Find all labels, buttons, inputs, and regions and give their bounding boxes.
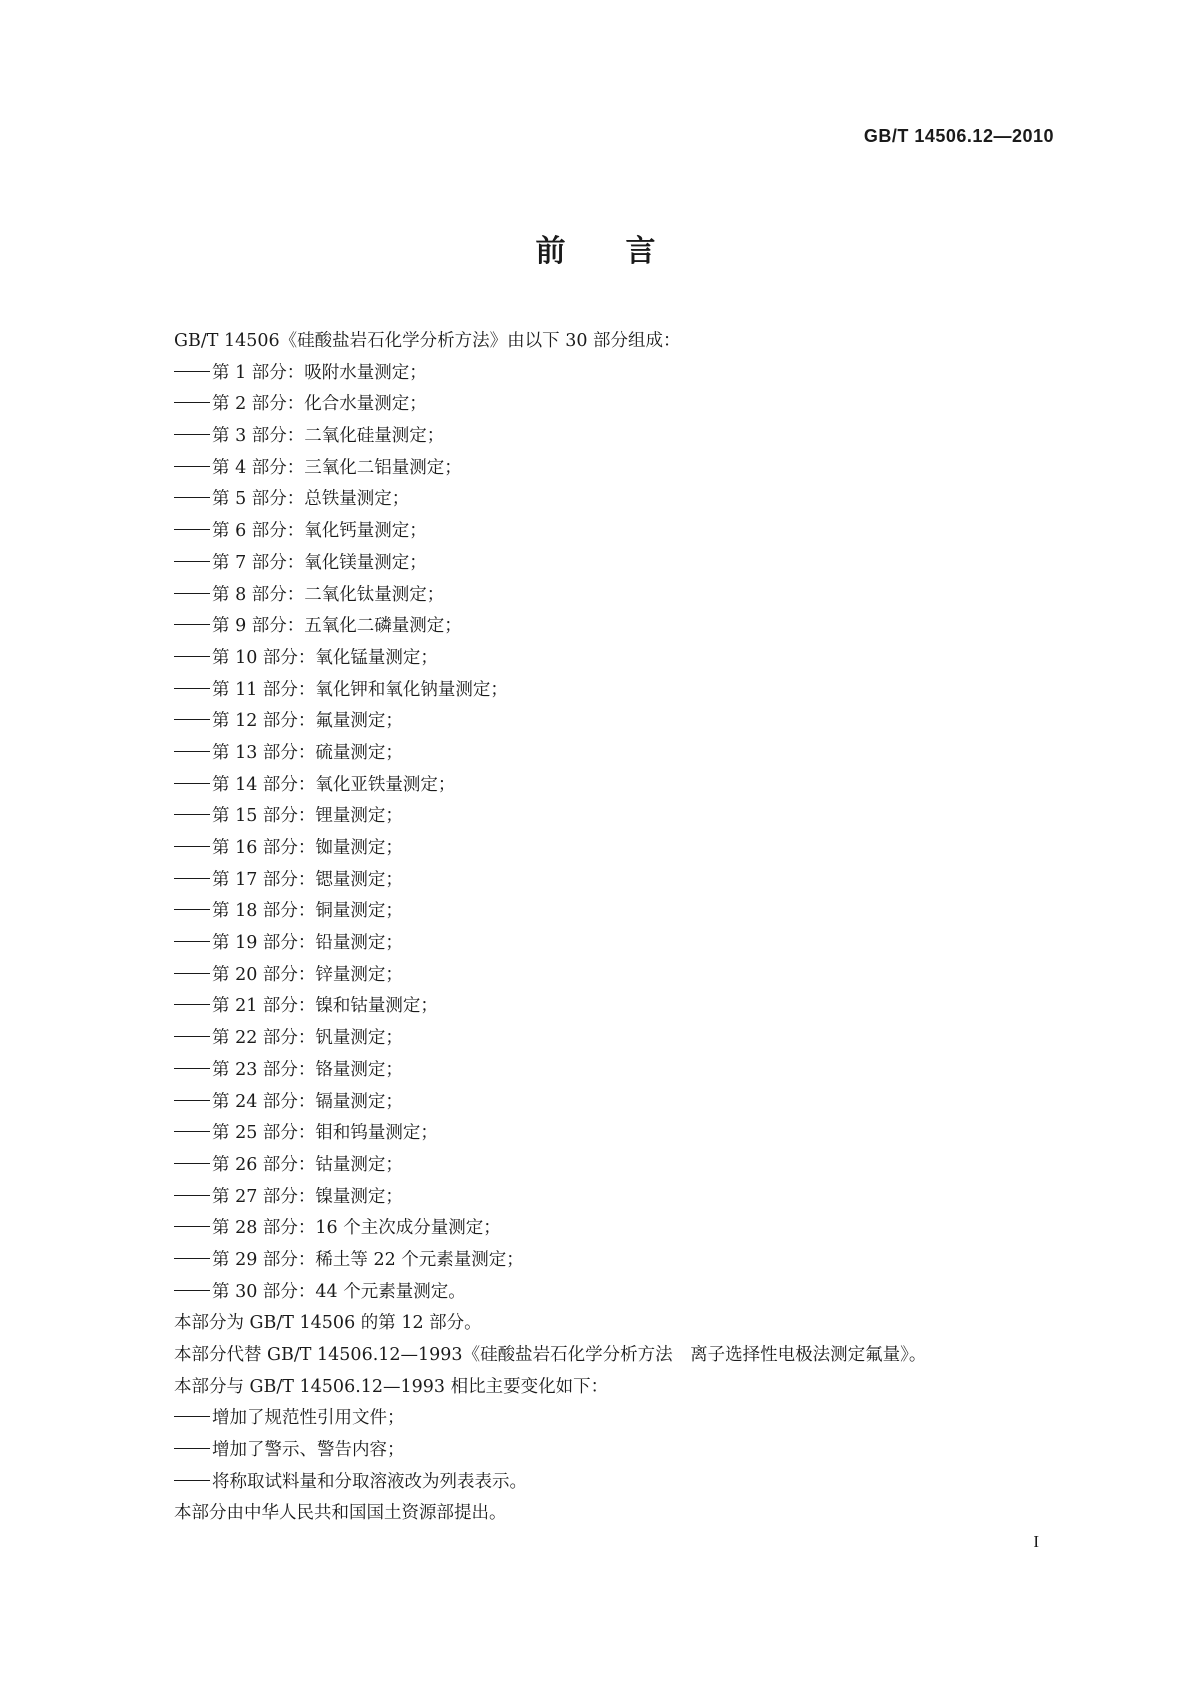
list-item: 第 17 部分：锶量测定； <box>174 865 1054 897</box>
dash-marker <box>174 434 210 435</box>
standard-number: GB/T 14506.12—2010 <box>863 126 1054 146</box>
statement-replaces: 本部分代替 GB/T 14506.12—1993《硅酸盐岩石化学分析方法 离子选择性电极法测定氟量》。 <box>174 1345 927 1365</box>
dash-marker <box>174 783 210 784</box>
list-item: 第 19 部分：铅量测定； <box>174 928 1054 960</box>
statement-proposer: 本部分由中华人民共和国国土资源部提出。 <box>174 1503 507 1524</box>
list-item: 第 20 部分：锌量测定； <box>174 960 1054 992</box>
list-item: 第 14 部分：氧化亚铁量测定； <box>174 770 1054 802</box>
list-item: 第 16 部分：铷量测定； <box>174 833 1054 865</box>
list-item: 第 6 部分：氧化钙量测定； <box>174 516 1054 548</box>
dash-marker <box>174 719 210 720</box>
list-item: 第 12 部分：氟量测定； <box>174 706 1054 738</box>
list-item: 第 1 部分：吸附水量测定； <box>174 358 1054 390</box>
dash-marker <box>174 1004 210 1005</box>
dash-marker <box>174 1258 210 1259</box>
list-item: 第 23 部分：铬量测定； <box>174 1055 1054 1087</box>
dash-marker <box>174 1163 210 1164</box>
dash-marker <box>174 1068 210 1069</box>
dash-marker <box>174 624 210 625</box>
dash-marker <box>174 1036 210 1037</box>
dash-marker <box>174 1100 210 1101</box>
list-item: 第 30 部分：44 个元素量测定。 <box>174 1277 1054 1309</box>
list-item: 第 15 部分：锂量测定； <box>174 801 1054 833</box>
dash-marker <box>174 1290 210 1291</box>
list-item: 第 5 部分：总铁量测定； <box>174 484 1054 516</box>
dash-marker <box>174 656 210 657</box>
dash-marker <box>174 1226 210 1227</box>
list-item: 第 2 部分：化合水量测定； <box>174 389 1054 421</box>
dash-marker <box>174 688 210 689</box>
list-item: 第 11 部分：氧化钾和氧化钠量测定； <box>174 675 1054 707</box>
dash-marker <box>174 878 210 879</box>
dash-marker <box>174 751 210 752</box>
dash-marker <box>174 814 210 815</box>
dash-marker <box>174 529 210 530</box>
dash-marker <box>174 1416 210 1417</box>
dash-marker <box>174 941 210 942</box>
list-item: 第 9 部分：五氧化二磷量测定； <box>174 611 1054 643</box>
dash-marker <box>174 1448 210 1449</box>
list-item: 第 8 部分：二氧化钛量测定； <box>174 580 1054 612</box>
list-item: 第 22 部分：钒量测定； <box>174 1023 1054 1055</box>
dash-marker <box>174 371 210 372</box>
list-item: 第 26 部分：钴量测定； <box>174 1150 1054 1182</box>
page-number: I <box>1033 1532 1039 1551</box>
list-item: 第 18 部分：铜量测定； <box>174 896 1054 928</box>
parts-list <box>174 358 1054 1309</box>
list-item: 第 4 部分：三氧化二铝量测定； <box>174 453 1054 485</box>
list-item: 第 3 部分：二氧化硅量测定； <box>174 421 1054 453</box>
dash-marker <box>174 909 210 910</box>
statement-changes: 本部分与 GB/T 14506.12—1993 相比主要变化如下： <box>174 1376 609 1397</box>
dash-marker <box>174 402 210 403</box>
dash-marker <box>174 466 210 467</box>
list-item: 第 25 部分：钼和钨量测定； <box>174 1118 1054 1150</box>
dash-marker <box>174 1131 210 1132</box>
dash-marker <box>174 561 210 562</box>
dash-marker <box>174 1195 210 1196</box>
list-item: 第 21 部分：镍和钴量测定； <box>174 991 1054 1023</box>
list-item: 将称取试料量和分取溶液改为列表表示。 <box>174 1467 1054 1499</box>
intro-paragraph: GB/T 14506《硅酸盐岩石化学分析方法》由以下 30 部分组成： <box>174 331 681 351</box>
foreword-body <box>174 326 1054 1530</box>
page-title: 前言 <box>535 234 716 269</box>
changes-list <box>174 1403 1054 1498</box>
list-item: 第 27 部分：镍量测定； <box>174 1182 1054 1214</box>
list-item: 第 24 部分：镉量测定； <box>174 1087 1054 1119</box>
dash-marker <box>174 593 210 594</box>
dash-marker <box>174 497 210 498</box>
list-item: 第 7 部分：氧化镁量测定； <box>174 548 1054 580</box>
dash-marker <box>174 1480 210 1481</box>
list-item: 第 10 部分：氧化锰量测定； <box>174 643 1054 675</box>
list-item: 增加了警示、警告内容； <box>174 1435 1054 1467</box>
list-item: 第 13 部分：硫量测定； <box>174 738 1054 770</box>
dash-marker <box>174 846 210 847</box>
list-item: 第 28 部分：16 个主次成分量测定； <box>174 1213 1054 1245</box>
dash-marker <box>174 973 210 974</box>
list-item: 增加了规范性引用文件； <box>174 1403 1054 1435</box>
statement-part: 本部分为 GB/T 14506 的第 12 部分。 <box>174 1313 482 1334</box>
list-item: 第 29 部分：稀土等 22 个元素量测定； <box>174 1245 1054 1277</box>
